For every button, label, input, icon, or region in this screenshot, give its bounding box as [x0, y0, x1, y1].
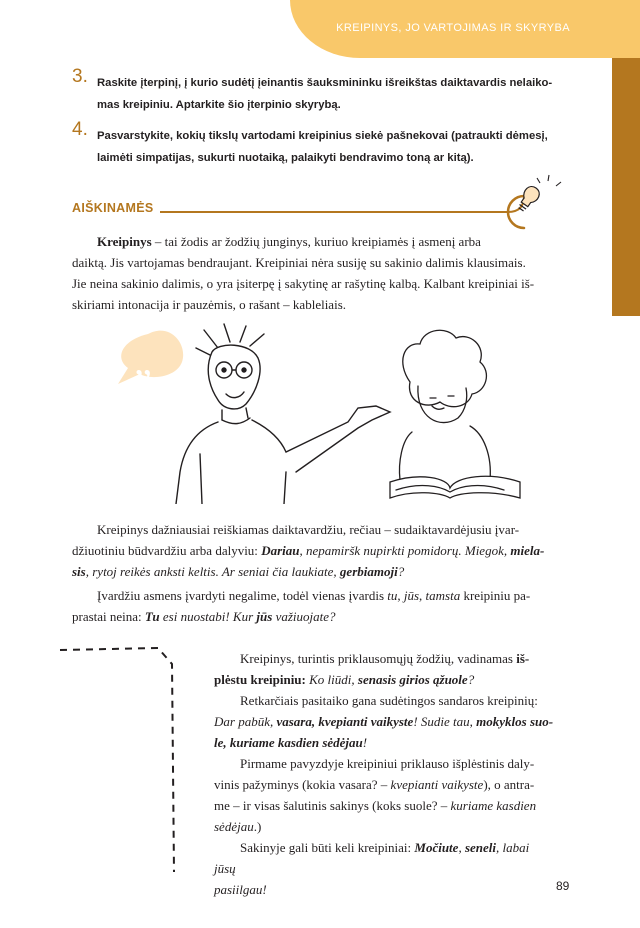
example: seneli [464, 840, 497, 855]
term: plėstu kreipiniu: [214, 672, 306, 687]
illustration-teacher-and-student [100, 322, 540, 504]
dashed-frame [0, 640, 220, 880]
example: le, kuriame kasdien sėdėjau [214, 735, 363, 750]
running-header: KREIPINYS, JO VARTOJIMAS IR SKYRYBA [336, 22, 570, 34]
task-text-line: Pasvarstykite, kokių tikslų vartodami kreipinius siekė pašnekovai (patraukti dėmesį, [97, 130, 548, 142]
definition-line: daiktą. Jis vartojamas bendraujant. Kreipiniai nėra susiję su sakinio dalimis klausimais. [72, 255, 526, 270]
example: Dariau [261, 543, 300, 558]
task-text-line: mas kreipiniu. Aptarkite šio įterpinio skyrybą. [97, 99, 341, 111]
example: gerbiamoji [339, 564, 398, 579]
paragraph-noun-address: Kreipinys dažniausiai reiškiamas daiktavardžiu, rečiau – sudaiktavardėjusiu įvar- džiuotiniu būdvardžiu arba dalyviu: Dariau, nepamiršk nupirkti pomidorų. Miegok, miela- sis, rytoj reikės anksti keltis. Ar seniai čia laukiate, gerbiamoji? [72, 519, 552, 582]
svg-text:„: „ [134, 338, 152, 383]
example: senasis girios ąžuole [357, 672, 468, 687]
definition-line: – tai žodis ar žodžių junginys, kuriuo kreipiamės į asmenį arba [151, 234, 481, 249]
page-number: 89 [556, 879, 570, 893]
task-number: 4. [72, 119, 88, 140]
term: Kreipinys [97, 234, 152, 249]
definition-line: skiriami intonacija ir pauzėmis, o rašant – kableliais. [72, 297, 347, 312]
example: miela- [510, 543, 545, 558]
text-line: Kreipinys dažniausiai reiškiamas daiktavardžiu, rečiau – sudaiktavardėjusiu įvar- [97, 522, 520, 537]
task-text-line: Raskite įterpinį, į kurio sudėtį įeinantis šauksmininku išreikštas daiktavardis nelaiko- [97, 77, 553, 89]
example: sis [72, 564, 86, 579]
example: vasara, kvepianti vaikyste [276, 714, 414, 729]
task-number: 3. [72, 66, 88, 87]
example: Tu [144, 609, 160, 624]
example: Močiute [414, 840, 459, 855]
speech-bubble-icon [118, 331, 183, 384]
section-title: AIŠKINAMĖS [72, 201, 154, 215]
definition-line: Jie neina sakinio dalimis, o yra įsiterpę į sakytinę ar rašytinę kalbą. Kalbant kreipiniai iš- [72, 276, 535, 291]
extended-address-box: Kreipinys, turintis priklausomųjų žodžių, vadinamas iš- plėstu kreipiniu: Ko liūdi, senasis girios ąžuole? Retkarčiais pasitaiko gana sudėtingos sandaros kreipinių: Dar pabūk, vasara, kvepianti vaikyste! Sudie tau, mokyklos suo- le, kuriame kasdien sėdėjau! Pirmame pavyzdyje kreipiniui priklauso išplėstinis daly- vinis pažyminys (kokia vasara? – kvepianti vaikyste), o antra- me – ir visas šalutinis sakinys (koks suole? – kuriame kasdien sėdėjau.) Sakinyje gali būti keli kreipiniai: Močiute, seneli, labai jūsų pasiilgau! [214, 651, 554, 897]
paragraph-pronoun: Įvardžiu asmens įvardyti negalime, todėl vienas įvardis tu, jūs, tamsta kreipiniu pa- prastai neina: Tu esi nuostabi! Kur jūs važiuojate? [72, 588, 531, 624]
example: jūs [256, 609, 273, 624]
task-text-line: laimėti simpatijas, sukurti nuotaiką, palaikyti bendravimo toną ar kitą). [97, 152, 474, 164]
definition-paragraph [72, 231, 552, 315]
example: mokyklos suo- [476, 714, 554, 729]
section-line-with-bulb-icon [0, 0, 640, 250]
